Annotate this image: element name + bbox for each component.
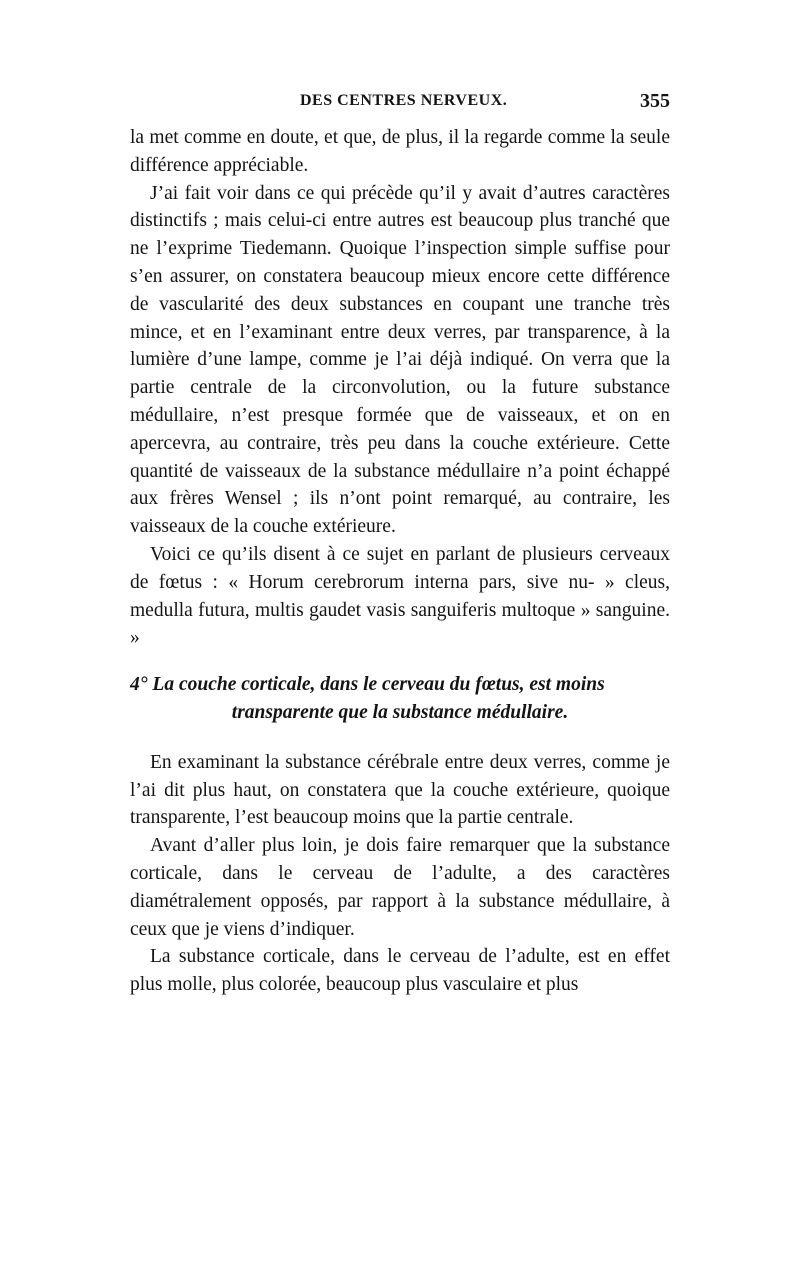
- paragraph-examination: En examinant la substance cérébrale entre deux verres, comme je l’ai dit plus haut, on constatera que la couche extérieure, quoique transparente, l’est beaucoup moins que la partie centrale.: [130, 751, 670, 829]
- section-heading-line-1: 4° La couche corticale, dans le cerveau du fœtus, est moins: [130, 674, 605, 696]
- paragraph-adult-contrast: Avant d’aller plus loin, je dois faire remarquer que la substance corticale, dans le cerveau de l’adulte, a des caractères diamétralement opposés, par rapport à la substance médullaire, à ceux que je viens d’indiquer.: [130, 835, 670, 940]
- section-heading: [130, 671, 670, 727]
- paragraph-continuation: la met comme en doute, et que, de plus, il la regarde comme la seule différence appréciable.: [130, 127, 670, 176]
- page-number: 355: [640, 90, 670, 112]
- paragraph-adult-cortex: La substance corticale, dans le cerveau de l’adulte, est en effet plus molle, plus colorée, beaucoup plus vasculaire et plus: [130, 946, 670, 996]
- paragraph-wensel-quote: Voici ce qu’ils disent à ce sujet en parlant de plusieurs cerveaux de fœtus : « Horum cerebrorum interna pars, sive nu- » cleus, medulla futura, multis gaudet vasis sanguiferis multoque » sanguine. »: [130, 543, 670, 649]
- running-title: DES CENTRES NERVEUX.: [300, 92, 508, 109]
- heading-spacer: [130, 727, 670, 749]
- running-head: [130, 92, 670, 118]
- section-heading-line-2: transparente que la substance médullaire.: [231, 701, 569, 723]
- text-body: [130, 124, 670, 999]
- paragraph-vascularity: J’ai fait voir dans ce qui précède qu’il y avait d’autres caractères distinctifs ; mais celui-ci entre autres est beaucoup plus tranché que ne l’exprime Tiedemann. Quoique l’inspection simple suffise pour s’en assurer, on constatera beaucoup mieux encore cette différence de vascularité des deux substances en coupant une tranche très mince, et en l’examinant entre deux verres, par transparence, à la lumière d’une lampe, comme je l’ai déjà indiqué. On verra que la partie centrale de la circonvolution, ou la future substance médullaire, n’est presque formée que de vaisseaux, et on en apercevra, au contraire, très peu dans la couche extérieure. Cette quantité de vaisseaux de la substance médullaire n’a point échappé aux frères Wensel ; ils n’ont point remarqué, au contraire, les vaisseaux de la couche extérieure.: [130, 182, 670, 538]
